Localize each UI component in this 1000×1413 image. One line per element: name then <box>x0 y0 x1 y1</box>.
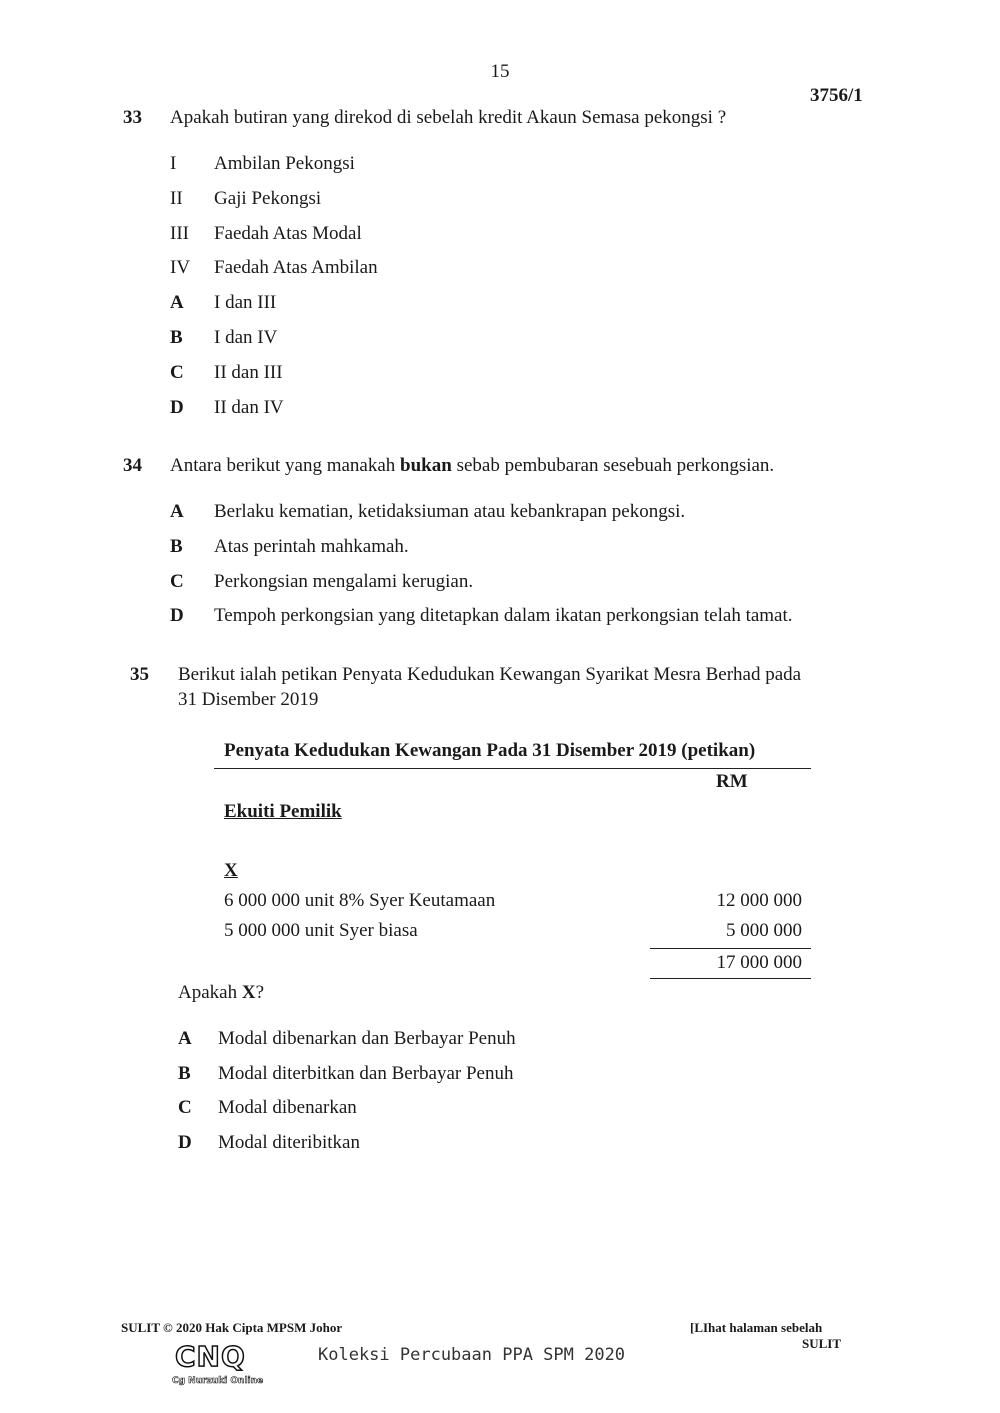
statement-item: Ambilan Pekongsi <box>214 153 355 174</box>
statement-item: Faedah Atas Ambilan <box>214 257 378 278</box>
option-d[interactable]: Tempoh perkongsian yang ditetapkan dalam ikatan perkongsian telah tamat. <box>214 605 793 626</box>
roman-numeral: I <box>170 153 177 174</box>
option-letter: C <box>178 1097 192 1118</box>
option-letter: B <box>170 536 183 557</box>
question-text-part: ? <box>255 982 265 1003</box>
question-text: Apakah butiran yang direkod di sebelah kredit Akaun Semasa pekongsi ? <box>170 107 727 128</box>
option-d[interactable]: Modal diteribitkan <box>218 1132 360 1153</box>
option-c[interactable]: Modal dibenarkan <box>218 1097 357 1118</box>
footer-collection: Koleksi Percubaan PPA SPM 2020 <box>318 1345 626 1365</box>
option-b[interactable]: Modal diterbitkan dan Berbayar Penuh <box>218 1063 514 1084</box>
roman-numeral: IV <box>170 257 191 278</box>
question-text-part: Apakah <box>178 982 242 1003</box>
option-letter: B <box>178 1063 191 1084</box>
statement-row-amount: 12 000 000 <box>716 890 802 911</box>
roman-numeral: II <box>170 188 183 209</box>
statement-total: 17 000 000 <box>716 952 802 973</box>
question-prompt <box>178 982 264 1004</box>
unknown-x-label: X <box>224 860 238 881</box>
option-letter: C <box>170 571 184 592</box>
question-text: 31 Disember 2019 <box>178 689 319 710</box>
divider <box>214 768 811 769</box>
statement-title: Penyata Kedudukan Kewangan Pada 31 Disember 2019 (petikan) <box>224 740 756 761</box>
paper-code: 3756/1 <box>810 85 863 106</box>
option-d[interactable]: II dan IV <box>214 397 284 418</box>
option-c[interactable]: Perkongsian mengalami kerugian. <box>214 571 474 592</box>
total-line-top <box>650 948 811 949</box>
option-letter: D <box>170 605 184 626</box>
option-letter: C <box>170 362 184 383</box>
question-number: 34 <box>123 455 142 476</box>
footer-copyright: SULIT © 2020 Hak Cipta MPSM Johor <box>121 1320 343 1335</box>
cnq-logo: CNQ <box>175 1340 246 1373</box>
option-a[interactable]: I dan III <box>214 292 277 313</box>
question-number: 33 <box>123 107 142 128</box>
cnq-logo-subtext: Cg Nurzuki Online <box>172 1376 264 1386</box>
statement-item: Faedah Atas Modal <box>214 223 362 244</box>
option-b[interactable]: I dan IV <box>214 327 278 348</box>
option-letter: A <box>170 501 184 522</box>
question-text-part: Antara berikut yang manakah <box>170 455 401 476</box>
statement-item: Gaji Pekongsi <box>214 188 322 209</box>
option-a[interactable]: Modal dibenarkan dan Berbayar Penuh <box>218 1028 516 1049</box>
option-b[interactable]: Atas perintah mahkamah. <box>214 536 409 557</box>
question-number: 35 <box>130 664 149 685</box>
page-number: 15 <box>490 61 510 82</box>
question-emphasis: bukan <box>400 455 452 476</box>
statement-row-label: 6 000 000 unit 8% Syer Keutamaan <box>224 890 496 911</box>
option-letter: D <box>178 1132 192 1153</box>
question-text <box>170 455 774 477</box>
question-text-part: sebab pembubaran sesebuah perkongsian. <box>451 455 775 476</box>
footer-sulit: SULIT <box>802 1336 842 1351</box>
statement-row-label: 5 000 000 unit Syer biasa <box>224 920 418 941</box>
total-line-bottom <box>650 978 811 979</box>
statement-row-amount: 5 000 000 <box>726 920 802 941</box>
section-heading: Ekuiti Pemilik <box>224 801 342 822</box>
currency-header: RM <box>716 771 748 792</box>
option-a[interactable]: Berlaku kematian, ketidaksiuman atau kebankrapan pekongsi. <box>214 501 686 522</box>
option-letter: B <box>170 327 183 348</box>
option-c[interactable]: II dan III <box>214 362 283 383</box>
option-letter: A <box>178 1028 192 1049</box>
roman-numeral: III <box>170 223 189 244</box>
option-letter: D <box>170 397 184 418</box>
option-letter: A <box>170 292 184 313</box>
question-emphasis: X <box>241 982 256 1003</box>
footer-next-page: [LIhat halaman sebelah <box>690 1320 823 1335</box>
question-text: Berikut ialah petikan Penyata Kedudukan Kewangan Syarikat Mesra Berhad pada <box>178 664 802 685</box>
